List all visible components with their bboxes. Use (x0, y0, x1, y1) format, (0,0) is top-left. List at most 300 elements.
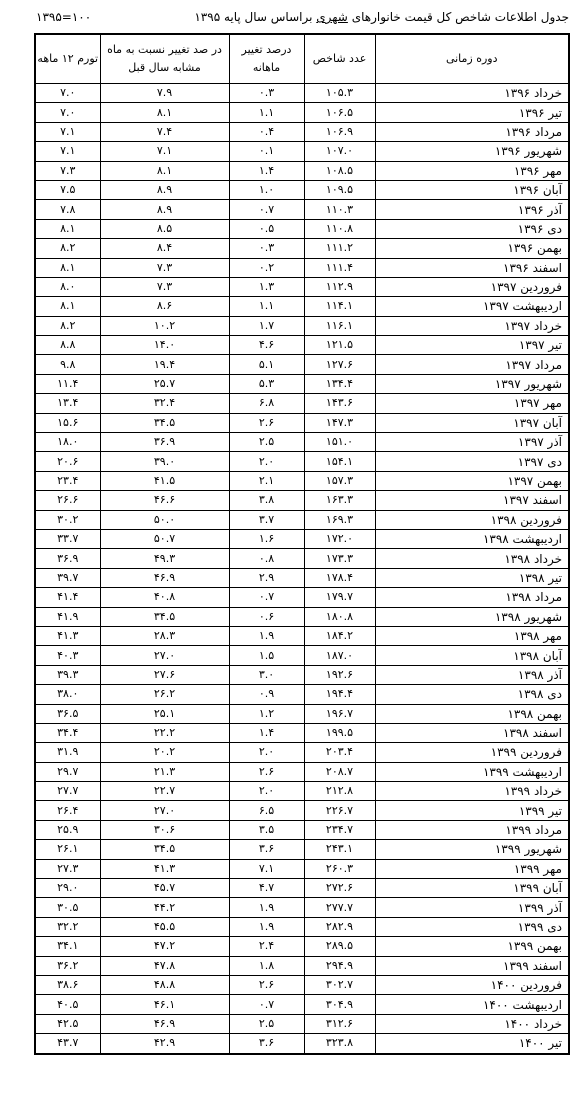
period-cell: شهریور ۱۳۹۸ (375, 607, 569, 626)
yoy-change-cell: ۲۰.۲ (100, 743, 229, 762)
yoy-change-cell: ۸.۵ (100, 219, 229, 238)
table-row (35, 471, 569, 490)
table-title (194, 10, 569, 24)
table-row (35, 374, 569, 393)
index-value-cell: ۱۲۷.۶ (304, 355, 375, 374)
monthly-change-cell: ۱.۷ (229, 316, 304, 335)
table-row (35, 433, 569, 452)
period-cell: اسفند ۱۳۹۸ (375, 723, 569, 742)
inflation-12m-cell: ۲۳.۴ (35, 471, 100, 490)
table-row (35, 122, 569, 141)
inflation-12m-cell: ۲۹.۰ (35, 879, 100, 898)
index-value-cell: ۲۷۷.۷ (304, 898, 375, 917)
period-cell: اردیبهشت ۱۴۰۰ (375, 995, 569, 1014)
table-row (35, 956, 569, 975)
period-cell: آبان ۱۳۹۹ (375, 879, 569, 898)
index-value-cell: ۱۰۸.۵ (304, 161, 375, 180)
inflation-12m-cell: ۸.۱ (35, 297, 100, 316)
table-row (35, 413, 569, 432)
inflation-12m-cell: ۳۰.۲ (35, 510, 100, 529)
index-value-cell: ۱۷۳.۳ (304, 549, 375, 568)
monthly-change-cell: ۱.۵ (229, 646, 304, 665)
index-value-cell: ۱۷۹.۷ (304, 588, 375, 607)
yoy-change-cell: ۱۹.۴ (100, 355, 229, 374)
index-value-cell: ۱۷۸.۴ (304, 568, 375, 587)
inflation-12m-cell: ۳۳.۷ (35, 529, 100, 548)
table-row (35, 646, 569, 665)
monthly-change-cell: ۲.۰ (229, 452, 304, 471)
title-prefix: جدول اطلاعات شاخص کل قیمت خانوارهای (351, 10, 569, 24)
index-value-cell: ۱۰۷.۰ (304, 142, 375, 161)
table-row (35, 316, 569, 335)
period-cell: آذر ۱۳۹۷ (375, 433, 569, 452)
monthly-change-cell: ۱.۶ (229, 529, 304, 548)
monthly-change-cell: ۱.۱ (229, 297, 304, 316)
yoy-change-cell: ۸.۶ (100, 297, 229, 316)
table-row (35, 743, 569, 762)
inflation-12m-cell: ۲۷.۷ (35, 782, 100, 801)
index-value-cell: ۱۹۹.۵ (304, 723, 375, 742)
title-underlined-word: شهری (316, 10, 348, 24)
column-header-index: عدد شاخص (304, 34, 375, 84)
monthly-change-cell: ۰.۹ (229, 685, 304, 704)
inflation-12m-cell: ۳۶.۵ (35, 704, 100, 723)
monthly-change-cell: ۱.۹ (229, 898, 304, 917)
table-row (35, 782, 569, 801)
yoy-change-cell: ۷.۳ (100, 277, 229, 296)
period-cell: اردیبهشت ۱۳۹۷ (375, 297, 569, 316)
period-cell: مرداد ۱۳۹۸ (375, 588, 569, 607)
table-row (35, 1034, 569, 1054)
monthly-change-cell: ۰.۷ (229, 200, 304, 219)
monthly-change-cell: ۳.۰ (229, 665, 304, 684)
table-row (35, 297, 569, 316)
index-value-cell: ۱۲۱.۵ (304, 336, 375, 355)
index-value-cell: ۲۰۸.۷ (304, 762, 375, 781)
inflation-12m-cell: ۴۱.۴ (35, 588, 100, 607)
table-row (35, 859, 569, 878)
index-value-cell: ۲۰۳.۴ (304, 743, 375, 762)
period-cell: اردیبهشت ۱۳۹۹ (375, 762, 569, 781)
monthly-change-cell: ۰.۶ (229, 607, 304, 626)
index-value-cell: ۱۱۲.۹ (304, 277, 375, 296)
monthly-change-cell: ۲.۹ (229, 568, 304, 587)
monthly-change-cell: ۴.۷ (229, 879, 304, 898)
inflation-12m-cell: ۳۱.۹ (35, 743, 100, 762)
yoy-change-cell: ۴۶.۶ (100, 491, 229, 510)
period-cell: بهمن ۱۳۹۷ (375, 471, 569, 490)
title-suffix: براساس سال پایه ۱۳۹۵ (194, 10, 313, 24)
inflation-12m-cell: ۸.۱ (35, 219, 100, 238)
column-header-yoy-change: در صد تغییر نسبت به ماه مشابه سال قبل (100, 34, 229, 84)
period-cell: تیر ۱۳۹۹ (375, 801, 569, 820)
table-row (35, 103, 569, 122)
index-value-cell: ۱۰۶.۵ (304, 103, 375, 122)
table-row (35, 239, 569, 258)
monthly-change-cell: ۱.۴ (229, 161, 304, 180)
index-value-cell: ۱۶۹.۳ (304, 510, 375, 529)
inflation-12m-cell: ۲۹.۷ (35, 762, 100, 781)
index-value-cell: ۱۰۵.۳ (304, 84, 375, 103)
inflation-12m-cell: ۸.۸ (35, 336, 100, 355)
index-value-cell: ۱۳۴.۴ (304, 374, 375, 393)
period-cell: تیر ۱۳۹۶ (375, 103, 569, 122)
table-row (35, 975, 569, 994)
period-cell: شهریور ۱۳۹۶ (375, 142, 569, 161)
yoy-change-cell: ۱۴.۰ (100, 336, 229, 355)
monthly-change-cell: ۲.۶ (229, 413, 304, 432)
period-cell: مهر ۱۳۹۶ (375, 161, 569, 180)
document-header (8, 8, 573, 28)
table-row (35, 937, 569, 956)
index-value-cell: ۱۹۲.۶ (304, 665, 375, 684)
table-row (35, 588, 569, 607)
table-body (35, 84, 569, 1054)
period-cell: آبان ۱۳۹۷ (375, 413, 569, 432)
monthly-change-cell: ۰.۷ (229, 995, 304, 1014)
index-value-cell: ۱۵۷.۳ (304, 471, 375, 490)
table-row (35, 258, 569, 277)
table-row (35, 685, 569, 704)
period-cell: بهمن ۱۳۹۶ (375, 239, 569, 258)
table-row (35, 529, 569, 548)
monthly-change-cell: ۱.۱ (229, 103, 304, 122)
inflation-12m-cell: ۳۲.۲ (35, 917, 100, 936)
inflation-12m-cell: ۲۰.۶ (35, 452, 100, 471)
table-row (35, 1014, 569, 1033)
inflation-12m-cell: ۳۰.۵ (35, 898, 100, 917)
column-header-inflation-12m: تورم ۱۲ ماهه (35, 34, 100, 84)
table-row (35, 336, 569, 355)
index-value-cell: ۲۳۴.۷ (304, 820, 375, 839)
yoy-change-cell: ۸.۱ (100, 161, 229, 180)
table-row (35, 394, 569, 413)
yoy-change-cell: ۴۶.۱ (100, 995, 229, 1014)
index-value-cell: ۲۴۳.۱ (304, 840, 375, 859)
monthly-change-cell: ۲.۰ (229, 782, 304, 801)
period-cell: فروردین ۱۴۰۰ (375, 975, 569, 994)
yoy-change-cell: ۴۵.۵ (100, 917, 229, 936)
index-value-cell: ۲۹۴.۹ (304, 956, 375, 975)
inflation-12m-cell: ۷.۸ (35, 200, 100, 219)
period-cell: خرداد ۱۳۹۶ (375, 84, 569, 103)
monthly-change-cell: ۰.۴ (229, 122, 304, 141)
inflation-12m-cell: ۳۴.۴ (35, 723, 100, 742)
table-row (35, 607, 569, 626)
period-cell: آبان ۱۳۹۶ (375, 180, 569, 199)
yoy-change-cell: ۲۵.۷ (100, 374, 229, 393)
index-value-cell: ۱۱۴.۱ (304, 297, 375, 316)
yoy-change-cell: ۵۰.۷ (100, 529, 229, 548)
period-cell: آبان ۱۳۹۸ (375, 646, 569, 665)
monthly-change-cell: ۰.۲ (229, 258, 304, 277)
yoy-change-cell: ۲۱.۳ (100, 762, 229, 781)
index-value-cell: ۱۰۹.۵ (304, 180, 375, 199)
inflation-12m-cell: ۷.۰ (35, 103, 100, 122)
period-cell: اردیبهشت ۱۳۹۸ (375, 529, 569, 548)
index-value-cell: ۱۱۶.۱ (304, 316, 375, 335)
monthly-change-cell: ۶.۸ (229, 394, 304, 413)
inflation-12m-cell: ۱۱.۴ (35, 374, 100, 393)
yoy-change-cell: ۸.۱ (100, 103, 229, 122)
inflation-12m-cell: ۸.۲ (35, 239, 100, 258)
monthly-change-cell: ۱.۴ (229, 723, 304, 742)
index-value-cell: ۱۱۱.۲ (304, 239, 375, 258)
yoy-change-cell: ۴۰.۸ (100, 588, 229, 607)
monthly-change-cell: ۱.۸ (229, 956, 304, 975)
table-row (35, 704, 569, 723)
yoy-change-cell: ۲۷.۶ (100, 665, 229, 684)
index-value-cell: ۱۱۰.۳ (304, 200, 375, 219)
table-row (35, 549, 569, 568)
inflation-12m-cell: ۴۳.۷ (35, 1034, 100, 1054)
table-row (35, 820, 569, 839)
inflation-12m-cell: ۷.۱ (35, 142, 100, 161)
table-row (35, 510, 569, 529)
table-row (35, 626, 569, 645)
period-cell: مرداد ۱۳۹۷ (375, 355, 569, 374)
index-value-cell: ۱۴۳.۶ (304, 394, 375, 413)
inflation-12m-cell: ۳۸.۶ (35, 975, 100, 994)
index-value-cell: ۱۹۴.۴ (304, 685, 375, 704)
index-value-cell: ۲۶۰.۳ (304, 859, 375, 878)
monthly-change-cell: ۱.۰ (229, 180, 304, 199)
monthly-change-cell: ۲.۵ (229, 1014, 304, 1033)
monthly-change-cell: ۱.۳ (229, 277, 304, 296)
index-value-cell: ۱۹۶.۷ (304, 704, 375, 723)
index-value-cell: ۱۶۳.۳ (304, 491, 375, 510)
table-row (35, 491, 569, 510)
yoy-change-cell: ۴۸.۸ (100, 975, 229, 994)
yoy-change-cell: ۵۰.۰ (100, 510, 229, 529)
index-value-cell: ۱۵۴.۱ (304, 452, 375, 471)
monthly-change-cell: ۳.۶ (229, 840, 304, 859)
inflation-12m-cell: ۸.۰ (35, 277, 100, 296)
period-cell: مرداد ۱۳۹۶ (375, 122, 569, 141)
inflation-12m-cell: ۷.۱ (35, 122, 100, 141)
table-row (35, 917, 569, 936)
base-year-label: ۱۳۹۵=۱۰۰ (36, 10, 92, 24)
table-row (35, 161, 569, 180)
monthly-change-cell: ۳.۶ (229, 1034, 304, 1054)
index-value-cell: ۲۲۶.۷ (304, 801, 375, 820)
yoy-change-cell: ۲۷.۰ (100, 801, 229, 820)
period-cell: فروردین ۱۳۹۹ (375, 743, 569, 762)
table-row (35, 142, 569, 161)
table-header-row (35, 34, 569, 84)
index-value-cell: ۱۴۷.۳ (304, 413, 375, 432)
inflation-12m-cell: ۸.۲ (35, 316, 100, 335)
period-cell: دی ۱۳۹۶ (375, 219, 569, 238)
period-cell: مهر ۱۳۹۹ (375, 859, 569, 878)
inflation-12m-cell: ۳۸.۰ (35, 685, 100, 704)
period-cell: آذر ۱۳۹۶ (375, 200, 569, 219)
period-cell: مرداد ۱۳۹۹ (375, 820, 569, 839)
yoy-change-cell: ۳۴.۵ (100, 840, 229, 859)
monthly-change-cell: ۱.۹ (229, 917, 304, 936)
index-value-cell: ۱۱۰.۸ (304, 219, 375, 238)
yoy-change-cell: ۴۷.۸ (100, 956, 229, 975)
monthly-change-cell: ۱.۲ (229, 704, 304, 723)
yoy-change-cell: ۳۴.۵ (100, 607, 229, 626)
index-value-cell: ۱۱۱.۴ (304, 258, 375, 277)
inflation-12m-cell: ۲۷.۳ (35, 859, 100, 878)
yoy-change-cell: ۴۴.۲ (100, 898, 229, 917)
yoy-change-cell: ۴۹.۳ (100, 549, 229, 568)
yoy-change-cell: ۷.۹ (100, 84, 229, 103)
column-header-period: دوره زمانی (375, 34, 569, 84)
yoy-change-cell: ۳۰.۶ (100, 820, 229, 839)
index-value-cell: ۱۰۶.۹ (304, 122, 375, 141)
index-value-cell: ۱۸۰.۸ (304, 607, 375, 626)
monthly-change-cell: ۰.۵ (229, 219, 304, 238)
period-cell: خرداد ۱۳۹۹ (375, 782, 569, 801)
period-cell: دی ۱۳۹۸ (375, 685, 569, 704)
monthly-change-cell: ۰.۳ (229, 239, 304, 258)
index-value-cell: ۲۸۹.۵ (304, 937, 375, 956)
period-cell: خرداد ۱۳۹۸ (375, 549, 569, 568)
monthly-change-cell: ۲.۱ (229, 471, 304, 490)
yoy-change-cell: ۱۰.۲ (100, 316, 229, 335)
inflation-12m-cell: ۲۶.۱ (35, 840, 100, 859)
period-cell: خرداد ۱۳۹۷ (375, 316, 569, 335)
yoy-change-cell: ۴۱.۵ (100, 471, 229, 490)
period-cell: تیر ۱۴۰۰ (375, 1034, 569, 1054)
yoy-change-cell: ۳۹.۰ (100, 452, 229, 471)
table-row (35, 762, 569, 781)
inflation-12m-cell: ۷.۳ (35, 161, 100, 180)
table-row (35, 801, 569, 820)
inflation-12m-cell: ۳۶.۲ (35, 956, 100, 975)
monthly-change-cell: ۰.۱ (229, 142, 304, 161)
table-row (35, 452, 569, 471)
yoy-change-cell: ۳۶.۹ (100, 433, 229, 452)
period-cell: تیر ۱۳۹۷ (375, 336, 569, 355)
yoy-change-cell: ۷.۱ (100, 142, 229, 161)
inflation-12m-cell: ۹.۸ (35, 355, 100, 374)
table-row (35, 898, 569, 917)
monthly-change-cell: ۶.۵ (229, 801, 304, 820)
yoy-change-cell: ۴۲.۹ (100, 1034, 229, 1054)
inflation-12m-cell: ۳۹.۷ (35, 568, 100, 587)
monthly-change-cell: ۱.۹ (229, 626, 304, 645)
period-cell: دی ۱۳۹۹ (375, 917, 569, 936)
monthly-change-cell: ۲.۰ (229, 743, 304, 762)
period-cell: مهر ۱۳۹۷ (375, 394, 569, 413)
table-row (35, 277, 569, 296)
index-value-cell: ۳۱۲.۶ (304, 1014, 375, 1033)
inflation-12m-cell: ۳۴.۱ (35, 937, 100, 956)
monthly-change-cell: ۲.۴ (229, 937, 304, 956)
period-cell: شهریور ۱۳۹۷ (375, 374, 569, 393)
yoy-change-cell: ۳۴.۵ (100, 413, 229, 432)
yoy-change-cell: ۳۲.۴ (100, 394, 229, 413)
table-row (35, 219, 569, 238)
index-value-cell: ۱۸۴.۲ (304, 626, 375, 645)
yoy-change-cell: ۴۵.۷ (100, 879, 229, 898)
index-value-cell: ۲۱۲.۸ (304, 782, 375, 801)
table-row (35, 84, 569, 103)
index-value-cell: ۱۷۲.۰ (304, 529, 375, 548)
inflation-12m-cell: ۳۶.۹ (35, 549, 100, 568)
inflation-12m-cell: ۴۰.۵ (35, 995, 100, 1014)
yoy-change-cell: ۴۷.۲ (100, 937, 229, 956)
monthly-change-cell: ۰.۳ (229, 84, 304, 103)
monthly-change-cell: ۳.۷ (229, 510, 304, 529)
monthly-change-cell: ۰.۸ (229, 549, 304, 568)
cpi-table (34, 33, 570, 1055)
period-cell: مهر ۱۳۹۸ (375, 626, 569, 645)
yoy-change-cell: ۴۶.۹ (100, 568, 229, 587)
period-cell: اسفند ۱۳۹۷ (375, 491, 569, 510)
inflation-12m-cell: ۱۸.۰ (35, 433, 100, 452)
inflation-12m-cell: ۴۱.۹ (35, 607, 100, 626)
monthly-change-cell: ۴.۶ (229, 336, 304, 355)
index-value-cell: ۳۲۳.۸ (304, 1034, 375, 1054)
monthly-change-cell: ۳.۵ (229, 820, 304, 839)
period-cell: شهریور ۱۳۹۹ (375, 840, 569, 859)
index-value-cell: ۳۰۴.۹ (304, 995, 375, 1014)
period-cell: آذر ۱۳۹۸ (375, 665, 569, 684)
yoy-change-cell: ۷.۴ (100, 122, 229, 141)
table-row (35, 568, 569, 587)
monthly-change-cell: ۵.۱ (229, 355, 304, 374)
period-cell: بهمن ۱۳۹۹ (375, 937, 569, 956)
table-row (35, 355, 569, 374)
period-cell: آذر ۱۳۹۹ (375, 898, 569, 917)
yoy-change-cell: ۸.۹ (100, 200, 229, 219)
monthly-change-cell: ۰.۷ (229, 588, 304, 607)
monthly-change-cell: ۳.۸ (229, 491, 304, 510)
inflation-12m-cell: ۱۵.۶ (35, 413, 100, 432)
period-cell: تیر ۱۳۹۸ (375, 568, 569, 587)
period-cell: اسفند ۱۳۹۶ (375, 258, 569, 277)
inflation-12m-cell: ۱۳.۴ (35, 394, 100, 413)
yoy-change-cell: ۲۶.۲ (100, 685, 229, 704)
monthly-change-cell: ۵.۳ (229, 374, 304, 393)
inflation-12m-cell: ۴۲.۵ (35, 1014, 100, 1033)
yoy-change-cell: ۲۵.۱ (100, 704, 229, 723)
period-cell: دی ۱۳۹۷ (375, 452, 569, 471)
inflation-12m-cell: ۲۶.۴ (35, 801, 100, 820)
table-row (35, 180, 569, 199)
yoy-change-cell: ۷.۳ (100, 258, 229, 277)
inflation-12m-cell: ۷.۵ (35, 180, 100, 199)
yoy-change-cell: ۴۶.۹ (100, 1014, 229, 1033)
index-value-cell: ۱۸۷.۰ (304, 646, 375, 665)
yoy-change-cell: ۸.۴ (100, 239, 229, 258)
yoy-change-cell: ۸.۹ (100, 180, 229, 199)
period-cell: بهمن ۱۳۹۸ (375, 704, 569, 723)
monthly-change-cell: ۷.۱ (229, 859, 304, 878)
yoy-change-cell: ۲۸.۳ (100, 626, 229, 645)
period-cell: فروردین ۱۳۹۸ (375, 510, 569, 529)
inflation-12m-cell: ۲۵.۹ (35, 820, 100, 839)
inflation-12m-cell: ۸.۱ (35, 258, 100, 277)
inflation-12m-cell: ۴۰.۳ (35, 646, 100, 665)
table-row (35, 840, 569, 859)
index-value-cell: ۳۰۲.۷ (304, 975, 375, 994)
inflation-12m-cell: ۴۱.۳ (35, 626, 100, 645)
monthly-change-cell: ۲.۵ (229, 433, 304, 452)
period-cell: خرداد ۱۴۰۰ (375, 1014, 569, 1033)
inflation-12m-cell: ۳۹.۳ (35, 665, 100, 684)
inflation-12m-cell: ۷.۰ (35, 84, 100, 103)
table-row (35, 200, 569, 219)
period-cell: فروردین ۱۳۹۷ (375, 277, 569, 296)
index-value-cell: ۲۷۲.۶ (304, 879, 375, 898)
table-row (35, 723, 569, 742)
